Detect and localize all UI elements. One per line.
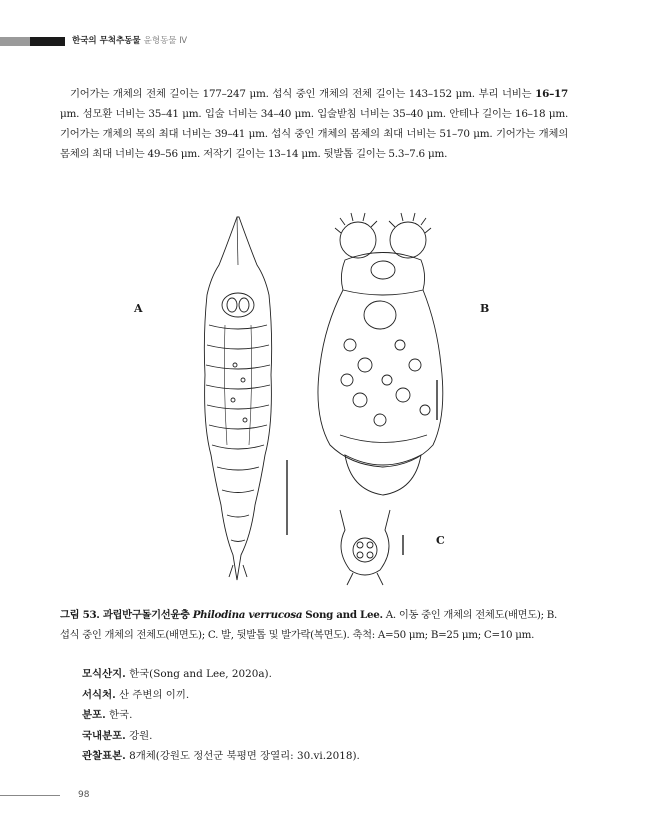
info-type-locality: 모식산지. 한국(Song and Lee, 2020a). bbox=[82, 668, 272, 680]
caption-text: A. 이동 중인 개체의 전체도(배면도); B. 섭식 중인 개체의 전체도(배면도); C. 발, 뒷발톱 및 발가락(복면도). 축척: A=50 μm; B=25 μm; C=10 μm. bbox=[60, 609, 557, 641]
caption-figure-number: 그림 53. 과립반구돌기선윤충 bbox=[60, 609, 190, 621]
info-habitat: 서식처. 산 주변의 이끼. bbox=[82, 688, 190, 701]
header-bar-black bbox=[30, 37, 65, 46]
figure-b-feeding-rotifer bbox=[318, 213, 443, 495]
running-header bbox=[72, 34, 187, 46]
description-paragraph bbox=[60, 84, 568, 164]
header-bar-grey bbox=[0, 37, 30, 46]
figure-label-b: B bbox=[480, 302, 490, 315]
caption-authority: Song and Lee. bbox=[305, 609, 383, 621]
body-text-2: μm. 섬모환 너비는 35–41 μm. 입술 너비는 34–40 μm. 입술받침 너비는 35–40 μm. 안테나 길이는 16–18 μm. 기어가는 개체의 목의 최대 너비는 39–41 μm. 섭식 중인 개체의 몸체의 최대 너비는 51–70 μm. 기어가는 개체의 몸체의 최대 너비는 49–56 μm. 저작기 길이는 13–14 μm. 뒷발톱 길이는 5.3–7.6 μm. bbox=[60, 108, 568, 160]
body-text-bold: 16–17 bbox=[535, 88, 568, 100]
species-info-list bbox=[82, 664, 360, 767]
caption-species-name: Philodina verrucosa bbox=[192, 609, 303, 621]
info-domestic-distribution: 국내분포. 강원. bbox=[82, 729, 153, 742]
figure-label-c: C bbox=[436, 534, 445, 547]
footer-rule bbox=[0, 795, 60, 796]
rotifer-figure bbox=[175, 205, 475, 595]
figure-c-foot bbox=[340, 510, 390, 585]
header-title: 한국의 무척추동물 bbox=[72, 36, 141, 46]
info-distribution: 분포. 한국. bbox=[82, 709, 133, 721]
figure-a-crawling-rotifer bbox=[204, 217, 271, 580]
figure-caption bbox=[60, 605, 568, 645]
header-subtitle: 윤형동물 Ⅳ bbox=[143, 36, 188, 46]
body-text-1: 기어가는 개체의 전체 길이는 177–247 μm. 섭식 중인 개체의 전체 길이는 143–152 μm. 부리 너비는 bbox=[70, 88, 536, 100]
figure-label-a: A bbox=[134, 302, 143, 315]
page-number: 98 bbox=[78, 790, 90, 800]
info-material-examined: 관찰표본. 8개체(강원도 정선군 북평면 장열리: 30.vi.2018). bbox=[82, 750, 360, 762]
